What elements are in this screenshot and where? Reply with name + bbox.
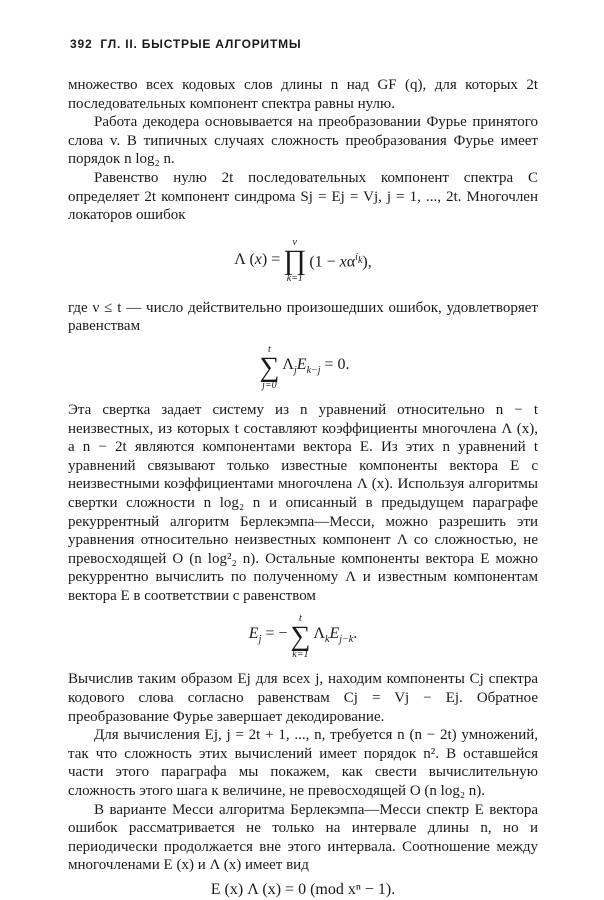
chapter-title: ГЛ. II. БЫСТРЫЕ АЛГОРИТМЫ	[100, 37, 302, 51]
product-operator: ν ∏ k=1	[283, 236, 307, 284]
running-head	[70, 37, 301, 51]
sum-operator: t ∑ k=1	[290, 613, 311, 661]
paragraph-2: Работа декодера основывается на преобразовании Фурье принятого слова v. В типичных случаях сложность преобразования Фурье имеет порядок n log₂ n.	[68, 114, 538, 168]
paragraph-1: множество всех кодовых слов длины n над GF (q), для которых 2t последовательных компонент спектра равны нулю.	[68, 77, 538, 112]
body-text	[68, 76, 538, 900]
formula-congruence: E (x) Λ (x) = 0 (mod xⁿ − 1).	[210, 881, 396, 898]
formula-recurrence: $E_j$ = − t ∑ k=1 $\Lambda_kE_{j-k}$.	[248, 613, 358, 661]
paragraph-7: Для вычисления Ej, j = 2t + 1, ..., n, требуется n (n − 2t) умножений, так что сложность этих вычислений имеет порядок n². В оставшейся части этого параграфа мы покажем, как свести вычислительную сложность этого шага к величине, не превосходящей O (n log₂ n).	[68, 727, 538, 800]
paragraph-3: Равенство нулю 2t последовательных компонент спектра C определяет 2t компонент синдрома Sj = Ej = Vj, j = 1, ..., 2t. Многочлен локаторов ошибок	[68, 169, 538, 224]
paragraph-5: Эта свертка задает систему из n уравнений относительно n − t неизвестных, из которых t составляют коэффициенты многочлена Λ (x), а n − 2t являются компонентами вектора E. Из этих n уравнений t уравнений связывают только известные компоненты вектора E с неизвестными коэффициентами многочлена Λ (x). Используя алгоритмы свертки сложности n log₂ n и описанный в предыдущем параграфе рекуррентный алгоритм Берлекэмпа—Месси, можно разрешить эти уравнения относительно неизвестных компонент Λ со сложностью, не превосходящей O (n log²₂ n). Остальные компоненты вектора E можно рекуррентно вычислить по полученному Λ и известным компонентам вектора E в соответствии с равенством	[68, 401, 538, 604]
sum-operator: t ∑ j=0	[259, 343, 280, 391]
paragraph-6: Вычислив таким образом Ej для всех j, находим компоненты Cj спектра кодового слова согласно равенствам Cj = Vj − Ej. Обратное преобразование Фурье завершает декодирование.	[68, 671, 538, 725]
formula-convolution: t ∑ j=0 $\Lambda_jE_{k-j} = 0$.	[259, 343, 350, 391]
page-number: 392	[70, 37, 93, 51]
paragraph-4: где ν ≤ t — число действительно произошедших ошибок, удовлетворяет равенствам	[68, 299, 538, 335]
paragraph-8: В варианте Месси алгоритма Берлекэмпа—Месси спектр E вектора ошибок рассматривается не только на интервале длины n, но и периодически продолжается вне этого интервала. Соотношение между многочленами E (x) и Λ (x) имеет вид	[68, 801, 538, 874]
formula-locator-polynomial: Λ (x) = ν ∏ k=1 $(1 - x\alpha^{i_k})$,	[234, 236, 372, 284]
